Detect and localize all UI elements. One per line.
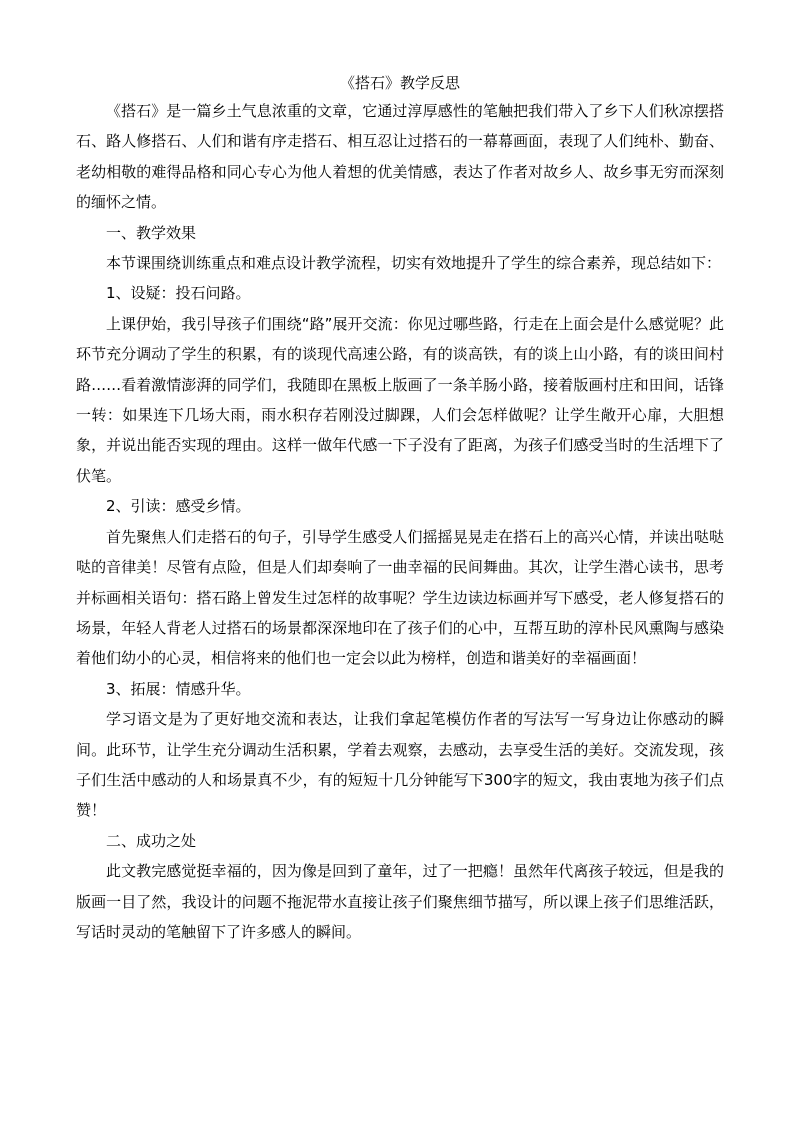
intro-paragraph: 《搭石》是一篇乡土气息浓重的文章，它通过淳厚感性的笔触把我们带入了乡下人们秋凉摆搭石、路人修搭石、人们和谐有序走搭石、相互忍让过搭石的一幕幕画面，表现了人们纯朴、勤奋、老幼相敬的难得品格和同心专心为他人着想的优美情感，表达了作者对故乡人、故乡事无穷而深刻的缅怀之情。: [76, 102, 724, 212]
section-heading-teaching-effect: 一、教学效果: [106, 223, 197, 242]
item-heading-extension: 3、拓展：情感升华。: [106, 679, 251, 698]
item-body-extension: 学习语文是为了更好地交流和表达，让我们拿起笔模仿作者的写法写一写身边让你感动的瞬间。此环节，让学生充分调动生活积累，学着去观察，去感动，去享受生活的美好。交流发现，孩子们生活中感动的人和场景真不少，有的短短十几分钟能写下300字的短文，我由衷地为孩子们点赞！: [76, 710, 724, 820]
document-title: 《搭石》教学反思: [339, 74, 460, 92]
section-heading-successes: 二、成功之处: [106, 831, 197, 850]
section-intro-paragraph: 本节课围绕训练重点和难点设计教学流程，切实有效地提升了学生的综合素养，现总结如下：: [106, 254, 722, 273]
item-body-suspense: 上课伊始，我引导孩子们围绕“路”展开交流：你见过哪些路，行走在上面会是什么感觉呢？此环节充分调动了学生的积累，有的谈现代高速公路，有的谈高铁，有的谈上山小路，有的谈田间村路……看着激情澎湃的同学们，我随即在黑板上版画了一条羊肠小路，接着版画村庄和田间，话锋一转：如果连下几场大雨，雨水积存若刚没过脚踝，人们会怎样做呢？让学生敞开心扉，大胆想象，并说出能否实现的理由。这样一做年代感一下子没有了距离，为孩子们感受当时的生活埋下了伏笔。: [76, 314, 724, 485]
item-heading-suspense: 1、设疑：投石问路。: [106, 284, 251, 303]
document-page: [76, 70, 724, 947]
item-body-guided-reading: 首先聚焦人们走搭石的句子，引导学生感受人们摇摇晃晃走在搭石上的高兴心情，并读出哒哒哒的音律美！尽管有点险，但是人们却奏响了一曲幸福的民间舞曲。其次，让学生潜心读书，思考并标画相关语句：搭石路上曾发生过怎样的故事呢？学生边读边标画并写下感受，老人修复搭石的场景，年轻人背老人过搭石的场景都深深地印在了孩子们的心中，互帮互助的淳朴民风熏陶与感染着他们幼小的心灵，相信将来的他们也一定会以此为榜样，创造和谐美好的幸福画面！: [76, 527, 724, 668]
section-body-successes: 此文教完感觉挺幸福的，因为像是回到了童年，过了一把瘾！虽然年代离孩子较远，但是我的版画一目了然，我设计的问题不拖泥带水直接让孩子们聚焦细节描写，所以课上孩子们思维活跃，写话时灵动的笔触留下了许多感人的瞬间。: [76, 862, 724, 941]
item-heading-guided-reading: 2、引读：感受乡情。: [106, 497, 251, 516]
